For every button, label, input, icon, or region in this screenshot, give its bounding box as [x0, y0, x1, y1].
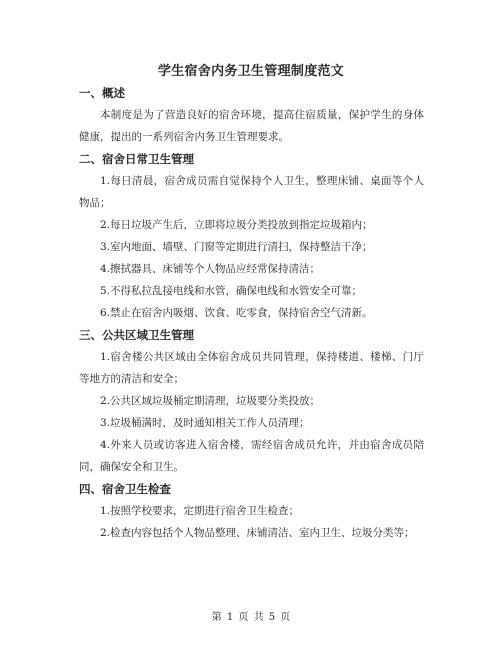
document-title: 学生宿舍内务卫生管理制度范文 [157, 64, 345, 79]
paragraph: 本制度是为了营造良好的宿舍环境，提高住宿质量，保护学生的身体健康，提出的一系列宿舍内务卫生管理要求。 [79, 109, 424, 143]
paragraph: 1.每日清晨，宿舍成员需自觉保持个人卫生，整理床铺、桌面等个人物品； [79, 175, 424, 209]
paragraph: 2.每日垃圾产生后，立即将垃圾分类投放到指定垃圾箱内； [100, 219, 373, 231]
paragraph: 2.检查内容包括个人物品整理、床铺清洁、室内卫生、垃圾分类等； [100, 527, 415, 539]
document-body [79, 82, 424, 544]
paragraph: 2.公共区域垃圾桶定期清理，垃圾要分类投放； [100, 395, 321, 407]
paragraph: 3.室内地面、墙壁、门窗等定期进行清扫，保持整洁干净； [100, 241, 373, 253]
section-heading-daily-hygiene: 二、宿舍日常卫生管理 [79, 152, 194, 166]
page-number-footer: 第 1 页 共 5 页 [211, 612, 291, 623]
paragraph: 5.不得私拉乱接电线和水管，确保电线和水管安全可靠； [100, 285, 363, 297]
paragraph: 6.禁止在宿舍内吸烟、饮食、吃零食，保持宿舍空气清新。 [100, 307, 373, 319]
paragraph: 4.外来人员或访客进入宿舍楼，需经宿舍成员允许，并由宿舍成员陪同，确保安全和卫生。 [79, 439, 424, 473]
section-heading-overview: 一、概述 [79, 86, 125, 100]
section-heading-public-area: 三、公共区域卫生管理 [79, 328, 194, 342]
paragraph: 1.宿舍楼公共区域由全体宿舍成员共同管理，保持楼道、楼梯、门厅等地方的清洁和安全； [79, 351, 424, 385]
paragraph: 1.按照学校要求，定期进行宿舍卫生检查； [100, 505, 300, 517]
paragraph: 3.垃圾桶满时，及时通知相关工作人员清理； [100, 417, 310, 429]
paragraph: 4.擦拭器具、床铺等个人物品应经常保持清洁； [100, 263, 321, 275]
section-heading-inspection: 四、宿舍卫生检查 [79, 482, 171, 496]
